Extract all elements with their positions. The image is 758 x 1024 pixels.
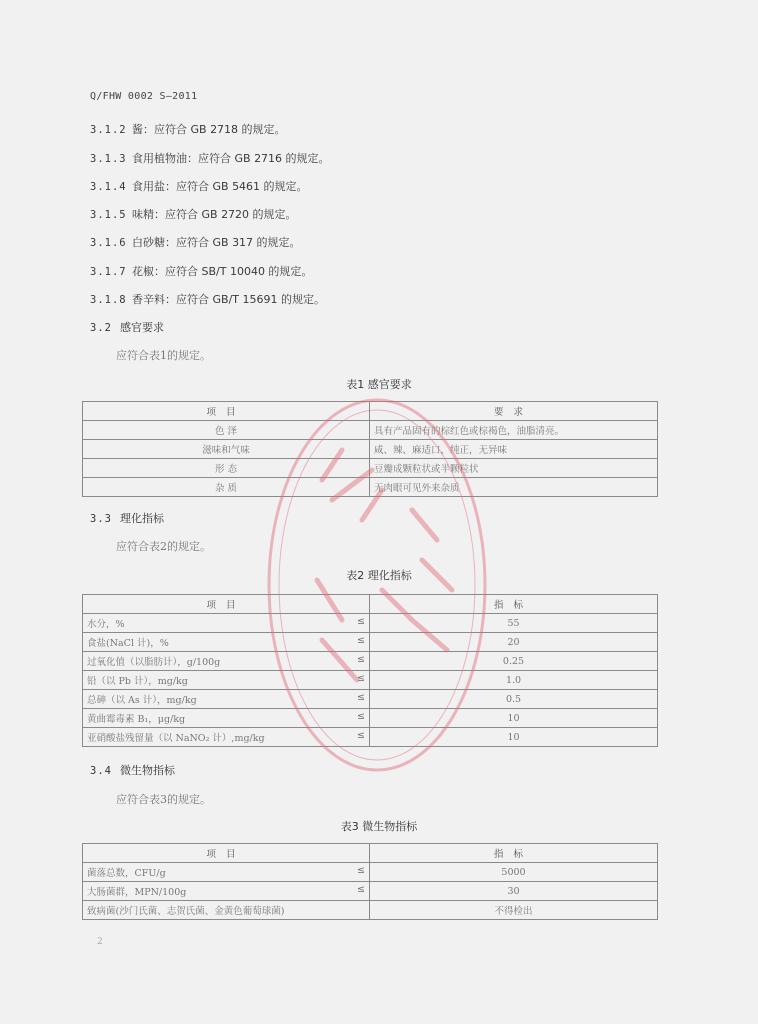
section-physchem-heading [90,510,164,526]
clause-text: 香辛料：应符合 GB/T 15691 的规定。 [132,293,325,306]
row-item-cell [83,882,370,901]
row-item: 杂 质 [83,478,370,497]
row-value: 不得检出 [370,901,658,920]
table3-caption: 表3 微生物指标 [340,820,418,833]
table-row [83,901,658,920]
section-number: 3.4 [90,765,112,777]
table-row [83,882,658,901]
table-row [83,690,658,709]
column-header-item: 项目 [83,402,370,421]
column-header-item: 项目 [83,595,370,614]
table-row [83,671,658,690]
operator: ≤ [357,884,365,895]
row-item: 食盐(NaCl 计)，% [87,638,169,649]
row-item: 水分，% [87,619,125,630]
table-header-row [83,595,658,614]
operator: ≤ [357,654,365,665]
clause-number: 3.1.8 [90,294,127,306]
clause-text: 花椒：应符合 SB/T 10040 的规定。 [132,265,313,278]
row-item-cell [83,652,370,671]
row-value: 30 [370,882,658,901]
clause-number: 3.1.6 [90,237,127,249]
table-row [83,440,658,459]
row-item-cell [83,709,370,728]
table-row [83,459,658,478]
table-row [83,614,658,633]
row-item-cell [83,863,370,882]
operator: ≤ [357,635,365,646]
row-value: 55 [370,614,658,633]
row-value: 5000 [370,863,658,882]
row-item-cell [83,614,370,633]
row-requirement: 无肉眼可见外来杂质 [370,478,658,497]
row-requirement: 咸、辣、麻适口，纯正，无异味 [370,440,658,459]
operator: ≤ [357,865,365,876]
section-sensory-heading [90,319,164,335]
operator: ≤ [357,730,365,741]
clause-3-1-3 [90,150,330,166]
row-item: 黄曲霉毒素 B₁，μg/kg [87,714,186,725]
clause-text: 酱：应符合 GB 2718 的规定。 [132,123,286,136]
clause-3-1-2 [90,121,286,137]
row-value: 10 [370,728,658,747]
row-item: 过氧化值（以脂肪计），g/100g [87,657,221,668]
section-title: 微生物指标 [120,764,175,777]
table-row [83,633,658,652]
sensory-table [82,401,658,497]
row-item-cell [83,671,370,690]
standard-code: Q/FHW 0002 S—2011 [90,91,198,102]
micro-table [82,843,658,920]
clause-3-1-7 [90,263,312,279]
row-value: 0.25 [370,652,658,671]
row-item-cell [83,633,370,652]
clause-number: 3.1.2 [90,124,127,136]
row-item: 致病菌(沙门氏菌、志贺氏菌、金黄色葡萄球菌) [87,906,285,917]
row-item: 滋味和气味 [83,440,370,459]
row-item: 形 态 [83,459,370,478]
row-value: 20 [370,633,658,652]
operator: ≤ [357,616,365,627]
operator: ≤ [357,692,365,703]
table-header-row [83,844,658,863]
table1-caption: 表1 感官要求 [346,378,412,391]
column-header-indicator: 指标 [370,595,658,614]
sensory-paragraph: 应符合表1的规定。 [116,349,211,362]
section-title: 感官要求 [120,321,164,334]
row-value: 1.0 [370,671,658,690]
section-number: 3.2 [90,322,112,334]
physchem-paragraph: 应符合表2的规定。 [116,540,211,553]
row-item: 总砷（以 As 计），mg/kg [87,695,197,706]
row-item: 铅（以 Pb 计），mg/kg [87,676,188,687]
table-header-row [83,402,658,421]
table-row [83,478,658,497]
clause-number: 3.1.7 [90,266,127,278]
row-item: 色 泽 [83,421,370,440]
row-item: 大肠菌群，MPN/100g [87,887,187,898]
row-item-cell [83,728,370,747]
table-row [83,652,658,671]
clause-text: 白砂糖：应符合 GB 317 的规定。 [132,236,301,249]
column-header-indicator: 指标 [370,844,658,863]
row-item: 菌落总数，CFU/g [87,868,166,879]
table2-caption: 表2 理化指标 [346,569,412,582]
clause-text: 食用盐：应符合 GB 5461 的规定。 [132,180,308,193]
section-title: 理化指标 [120,512,164,525]
row-value: 0.5 [370,690,658,709]
row-item-cell [83,901,370,920]
micro-paragraph: 应符合表3的规定。 [116,793,211,806]
clause-text: 食用植物油：应符合 GB 2716 的规定。 [132,152,330,165]
page-number: 2 [97,937,103,947]
section-micro-heading [90,762,175,778]
operator: ≤ [357,673,365,684]
operator: ≤ [357,711,365,722]
table-row [83,863,658,882]
column-header-requirement: 要求 [370,402,658,421]
clause-number: 3.1.3 [90,153,127,165]
clause-3-1-8 [90,291,325,307]
clause-3-1-6 [90,234,301,250]
physchem-table [82,594,658,747]
row-item-cell [83,690,370,709]
clause-text: 味精：应符合 GB 2720 的规定。 [132,208,297,221]
table-row [83,421,658,440]
table-row [83,728,658,747]
row-requirement: 具有产品固有的棕红色或棕褐色，油脂清亮。 [370,421,658,440]
clause-3-1-5 [90,206,297,222]
column-header-item: 项目 [83,844,370,863]
section-number: 3.3 [90,513,112,525]
row-requirement: 豆瓣成颗粒状或半颗粒状 [370,459,658,478]
clause-number: 3.1.4 [90,181,127,193]
row-value: 10 [370,709,658,728]
clause-3-1-4 [90,178,308,194]
row-item: 亚硝酸盐残留量（以 NaNO₂ 计）,mg/kg [87,733,265,744]
clause-number: 3.1.5 [90,209,127,221]
table-row [83,709,658,728]
